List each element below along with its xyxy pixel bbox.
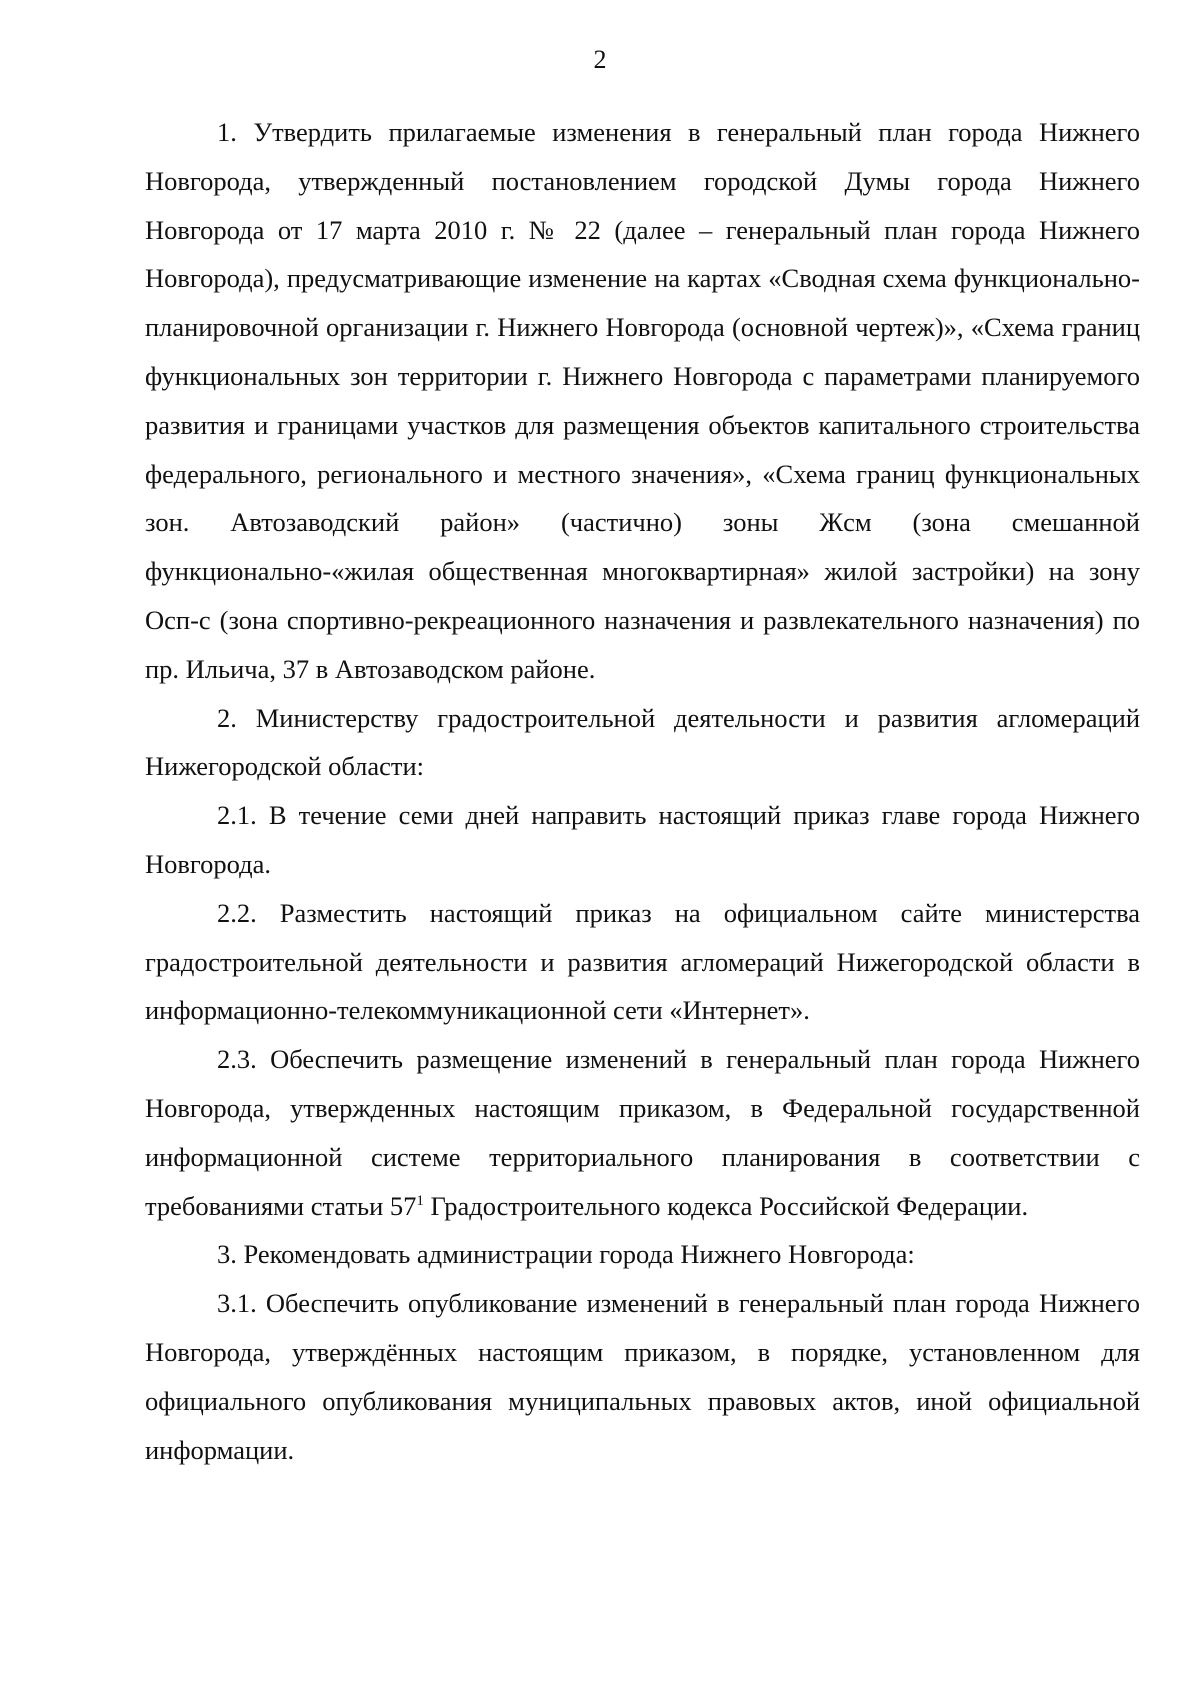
paragraph-2-1: 2.1. В течение семи дней направить настоящий приказ главе города Нижнего Новгорода. [145,800,1140,879]
paragraph-2-3 [145,1035,1140,1230]
paragraph-2-3-text-after: Градостроительного кодекса Российской Федерации. [423,1190,1029,1221]
paragraph-2: 2. Министерству градостроительной деятельности и развития агломераций Нижегородской области: [145,702,1140,782]
paragraph-3-1: 3.1. Обеспечить опубликование изменений в генеральный план города Нижнего Новгорода, утверждённых настоящим приказом, в порядке, установленном для официального опубликования муниципальных правовых актов, иной официальной информации. [145,1288,1140,1465]
page-number: 2 [593,45,607,74]
article-superscript: 1 [416,1192,424,1209]
paragraph-2-2: 2.2. Разместить настоящий приказ на официальном сайте министерства градостроительной деятельности и развития агломераций Нижегородской области в информационно-телекоммуникационной сети «Интернет». [145,897,1140,1026]
paragraph-3: 3. Рекомендовать администрации города Нижнего Новгорода: [217,1239,915,1270]
paragraph-2-3-text-before: 2.3. Обеспечить размещение изменений в генеральный план города Нижнего Новгорода, утвержденных настоящим приказом, в Федеральной государственной информационной системе территориального планирования в соответствии с требованиями статьи 57 [145,1044,1140,1221]
paragraph-1: 1. Утвердить прилагаемые изменения в генеральный план города Нижнего Новгорода, утвержденный постановлением городской Думы города Нижнего Новгорода от 17 марта 2010 г. № 22 (далее – генеральный план города Нижнего Новгорода), предусматривающие изменение на картах «Сводная схема функционально-планировочной организации г. Нижнего Новгорода (основной чертеж)», «Схема границ функциональных зон территории г. Нижнего Новгорода с параметрами планируемого развития и границами участков для размещения объектов капитального строительства федерального, регионального и местного значения», «Схема границ функциональных зон. Автозаводский район» (частично) зоны Жсм (зона смешанной функционально-«жилая общественная многоквартирная» жилой застройки) на зону Осп-с (зона спортивно-рекреационного назначения и развлекательного назначения) по пр. Ильича, 37 в Автозаводском районе. [145,117,1140,684]
document-body [145,108,1140,1474]
